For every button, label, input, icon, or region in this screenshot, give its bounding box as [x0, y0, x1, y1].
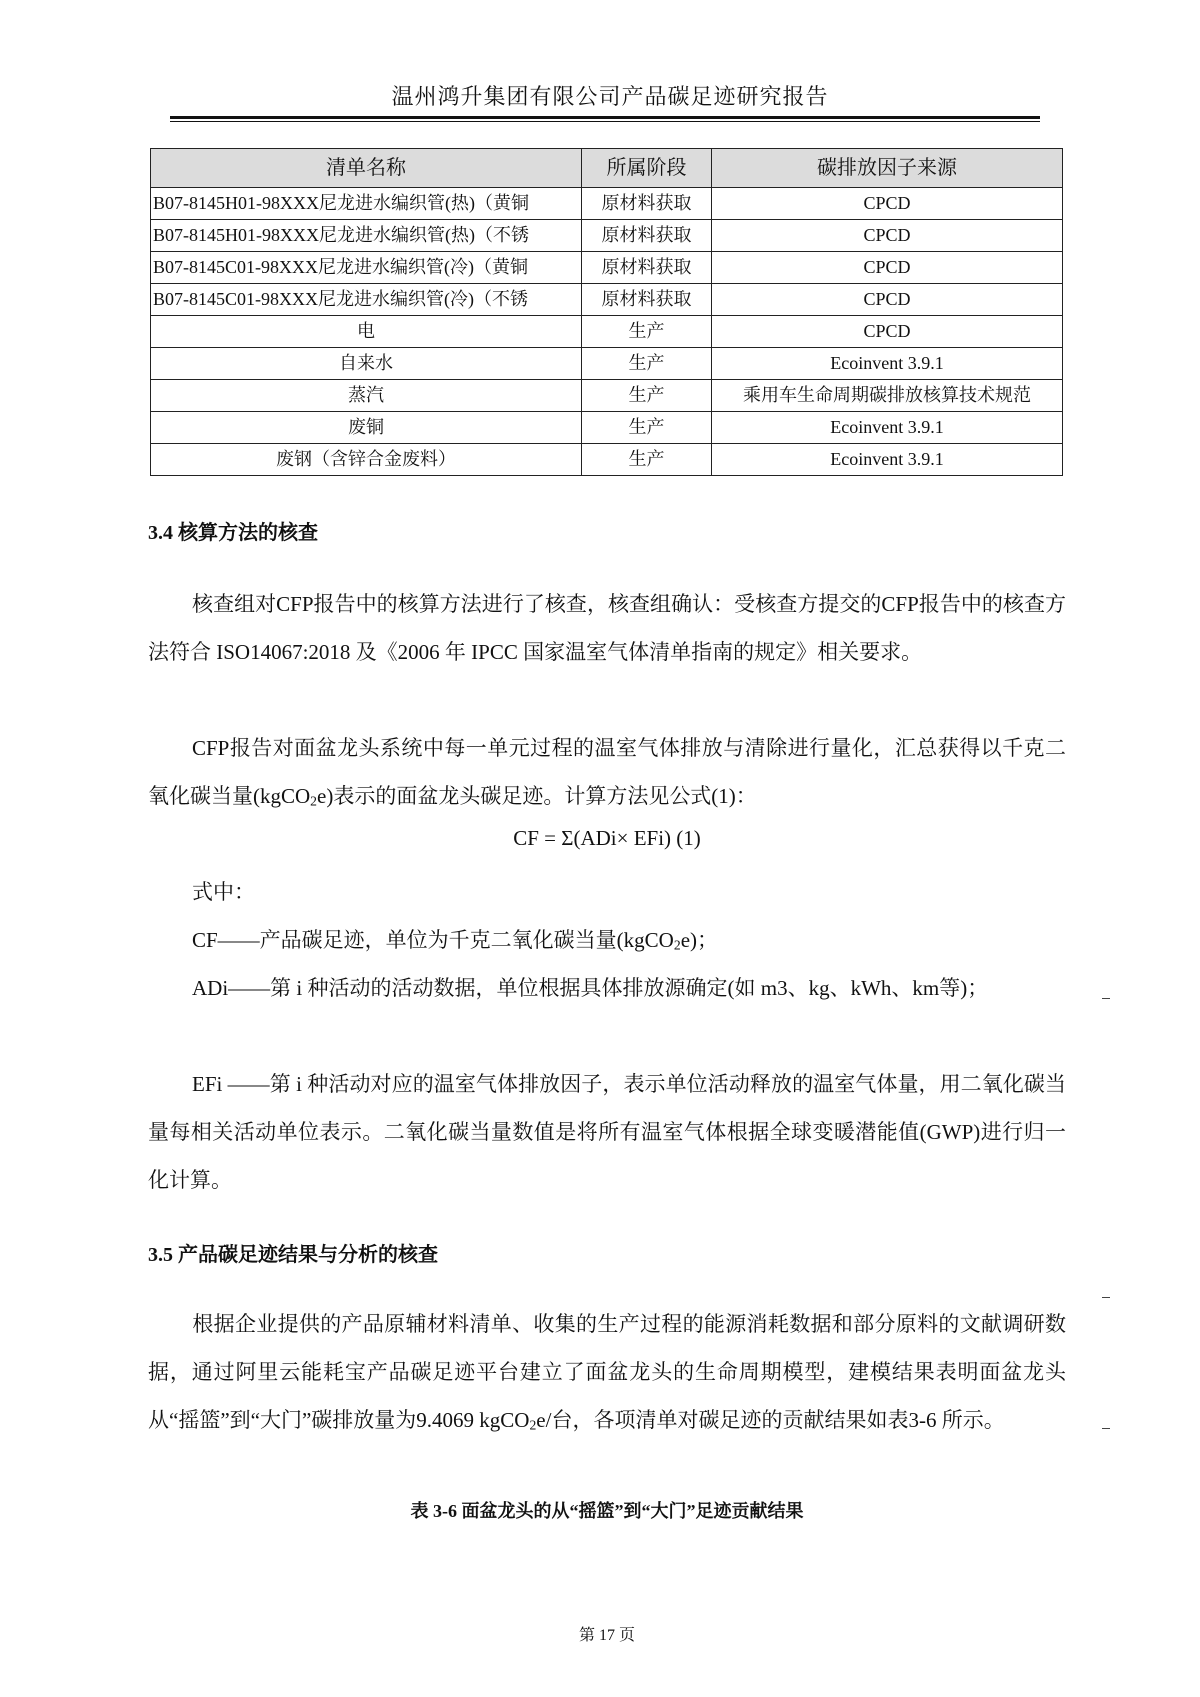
paragraph-text: CF——产品碳足迹，单位为千克二氧化碳当量(kgCO: [192, 928, 674, 952]
cell-source: Ecoinvent 3.9.1: [712, 412, 1063, 444]
cell-source: CPCD: [712, 220, 1063, 252]
definition-cf: [148, 916, 1066, 970]
cell-name: 自来水: [151, 348, 582, 380]
cell-source: CPCD: [712, 252, 1063, 284]
table-header-row: [151, 149, 1063, 188]
cell-name: B07-8145C01-98XXX尼龙进水编织管(冷)（黄铜: [151, 252, 582, 284]
cell-stage: 原材料获取: [582, 220, 712, 252]
cell-source: CPCD: [712, 316, 1063, 348]
cell-name: B07-8145C01-98XXX尼龙进水编织管(冷)（不锈: [151, 284, 582, 316]
cell-source: CPCD: [712, 188, 1063, 220]
table-row: [151, 348, 1063, 380]
table-row: [151, 380, 1063, 412]
cell-name: B07-8145H01-98XXX尼龙进水编织管(热)（黄铜: [151, 188, 582, 220]
paragraph-results: [148, 1300, 1066, 1450]
paragraph-where: [148, 868, 1066, 916]
table-row: [151, 412, 1063, 444]
cell-source: Ecoinvent 3.9.1: [712, 348, 1063, 380]
cell-stage: 生产: [582, 348, 712, 380]
cell-name: 蒸汽: [151, 380, 582, 412]
table-row: [151, 252, 1063, 284]
paragraph-text-cont: e)表示的面盆龙头碳足迹。计算方法见公式(1)：: [317, 784, 757, 808]
column-header-stage: 所属阶段: [582, 149, 712, 188]
table-row: [151, 220, 1063, 252]
paragraph-text: EFi ——第 i 种活动对应的温室气体排放因子，表示单位活动释放的温室气体量，用二氧化碳当量每相关活动单位表示。二氧化碳当量数值是将所有温室气体根据全球变暖潜能值(GWP)进行归一化计算。: [148, 1072, 1066, 1192]
margin-mark: [1102, 1428, 1110, 1429]
table-caption: 表 3-6 面盆龙头的从“摇篮”到“大门”足迹贡献结果: [410, 1501, 804, 1521]
paragraph-text-cont: e/台，各项清单对碳足迹的贡献结果如表3-6 所示。: [536, 1408, 1005, 1432]
table-row: [151, 444, 1063, 476]
table-row: [151, 188, 1063, 220]
definition-efi: [148, 1060, 1066, 1204]
cell-source: CPCD: [712, 284, 1063, 316]
paragraph-text-cont: e)；: [680, 928, 719, 952]
column-header-source: 碳排放因子来源: [712, 149, 1063, 188]
header-rule-thin: [170, 121, 1040, 122]
cell-source: Ecoinvent 3.9.1: [712, 444, 1063, 476]
cell-source: 乘用车生命周期碳排放核算技术规范: [712, 380, 1063, 412]
cell-name: 废钢（含锌合金废料）: [151, 444, 582, 476]
subscript: 2: [529, 1417, 537, 1433]
cell-name: 废铜: [151, 412, 582, 444]
cell-stage: 原材料获取: [582, 284, 712, 316]
paragraph-text: 核查组对CFP报告中的核算方法进行了核查，核查组确认：受核查方提交的CFP报告中的核查方法符合 ISO14067:2018 及《2006 年 IPCC 国家温室气体清单指南的规定》相关要求。: [148, 592, 1066, 664]
running-header: 温州鸿升集团有限公司产品碳足迹研究报告: [391, 84, 829, 109]
cell-name: 电: [151, 316, 582, 348]
formula-1: CF = Σ(ADi× EFi) (1): [513, 826, 701, 850]
paragraph-text: 式中：: [192, 880, 255, 904]
cell-stage: 原材料获取: [582, 188, 712, 220]
paragraph-text: CFP报告对面盆龙头系统中每一单元过程的温室气体排放与清除进行量化，汇总获得以千克二氧化碳当量(kgCO: [148, 736, 1066, 808]
paragraph-text: ADi——第 i 种活动的活动数据，单位根据具体排放源确定(如 m3、kg、kWh、km等)；: [192, 976, 989, 1000]
paragraph-quantification: [148, 724, 1066, 826]
table-row: [151, 316, 1063, 348]
subscript: 2: [310, 793, 317, 809]
section-heading-3-4: 3.4 核算方法的核查: [148, 522, 318, 544]
cell-stage: 生产: [582, 380, 712, 412]
cell-stage: 原材料获取: [582, 252, 712, 284]
cell-stage: 生产: [582, 444, 712, 476]
subscript: 2: [673, 937, 681, 953]
cell-stage: 生产: [582, 316, 712, 348]
column-header-name: 清单名称: [151, 149, 582, 188]
margin-mark: [1102, 1297, 1110, 1298]
table-row: [151, 284, 1063, 316]
header-rule: [170, 116, 1040, 119]
margin-mark: [1102, 998, 1110, 999]
definition-adi: [148, 964, 1066, 1012]
section-heading-3-5: 3.5 产品碳足迹结果与分析的核查: [148, 1244, 438, 1266]
page-number: 第 17 页: [578, 1627, 635, 1644]
cell-stage: 生产: [582, 412, 712, 444]
paragraph-method-review: [148, 580, 1066, 676]
cell-name: B07-8145H01-98XXX尼龙进水编织管(热)（不锈: [151, 220, 582, 252]
emission-factor-table: [150, 148, 1063, 476]
paragraph-text: 根据企业提供的产品原辅材料清单、收集的生产过程的能源消耗数据和部分原料的文献调研数据，通过阿里云能耗宝产品碳足迹平台建立了面盆龙头的生命周期模型，建模结果表明面盆龙头从“摇篮”到“大门”碳排放量为9.4069 kgCO: [148, 1312, 1066, 1432]
